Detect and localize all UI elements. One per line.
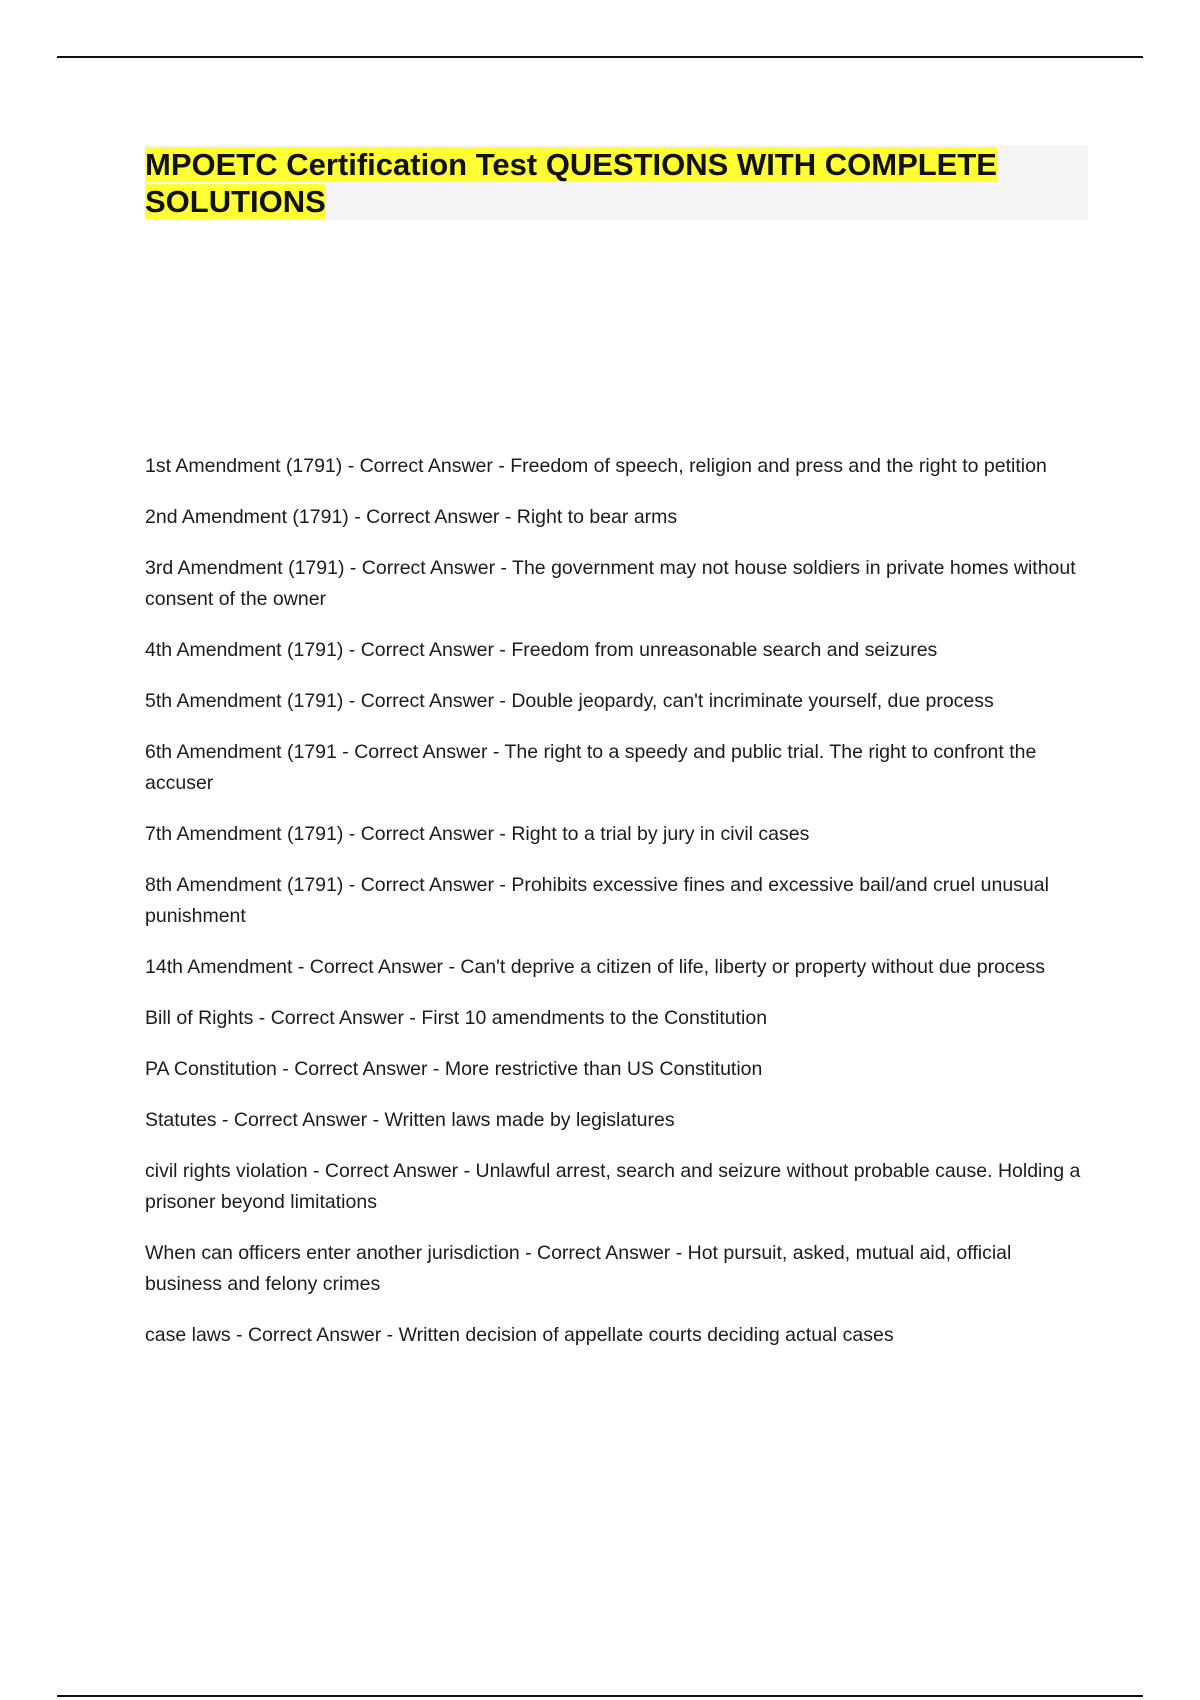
list-item: 7th Amendment (1791) - Correct Answer - Right to a trial by jury in civil cases [145,823,810,845]
list-item: 6th Amendment (1791 - Correct Answer - The right to a speedy and public trial. The right to confront the accuser [145,741,1037,794]
qa-list [145,451,1090,1371]
list-item: case laws - Correct Answer - Written decision of appellate courts deciding actual cases [145,1324,894,1346]
list-item: 5th Amendment (1791) - Correct Answer - Double jeopardy, can't incriminate yourself, due process [145,690,994,712]
list-item: 1st Amendment (1791) - Correct Answer - Freedom of speech, religion and press and the right to petition [145,455,1047,477]
list-item: 3rd Amendment (1791) - Correct Answer - The government may not house soldiers in private homes without consent of the owner [145,557,1076,610]
list-item: When can officers enter another jurisdiction - Correct Answer - Hot pursuit, asked, mutual aid, official business and felony crimes [145,1242,1012,1295]
list-item: PA Constitution - Correct Answer - More restrictive than US Constitution [145,1058,763,1080]
list-item: 2nd Amendment (1791) - Correct Answer - Right to bear arms [145,506,678,528]
list-item: 14th Amendment - Correct Answer - Can't deprive a citizen of life, liberty or property without due process [145,956,1046,978]
list-item: Statutes - Correct Answer - Written laws made by legislatures [145,1109,675,1131]
list-item: Bill of Rights - Correct Answer - First 10 amendments to the Constitution [145,1007,768,1029]
title-highlight: MPOETC Certification Test QUESTIONS WITH COMPLETE SOLUTIONS [145,147,997,219]
list-item: civil rights violation - Correct Answer - Unlawful arrest, search and seizure without probable cause. Holding a prisoner beyond limitations [145,1160,1081,1213]
footer-rule [57,1695,1143,1697]
list-item: 4th Amendment (1791) - Correct Answer - Freedom from unreasonable search and seizures [145,639,938,661]
header-rule [57,56,1143,58]
list-item: 8th Amendment (1791) - Correct Answer - Prohibits excessive fines and excessive bail/and cruel unusual punishment [145,874,1049,927]
page-title [145,146,1085,220]
